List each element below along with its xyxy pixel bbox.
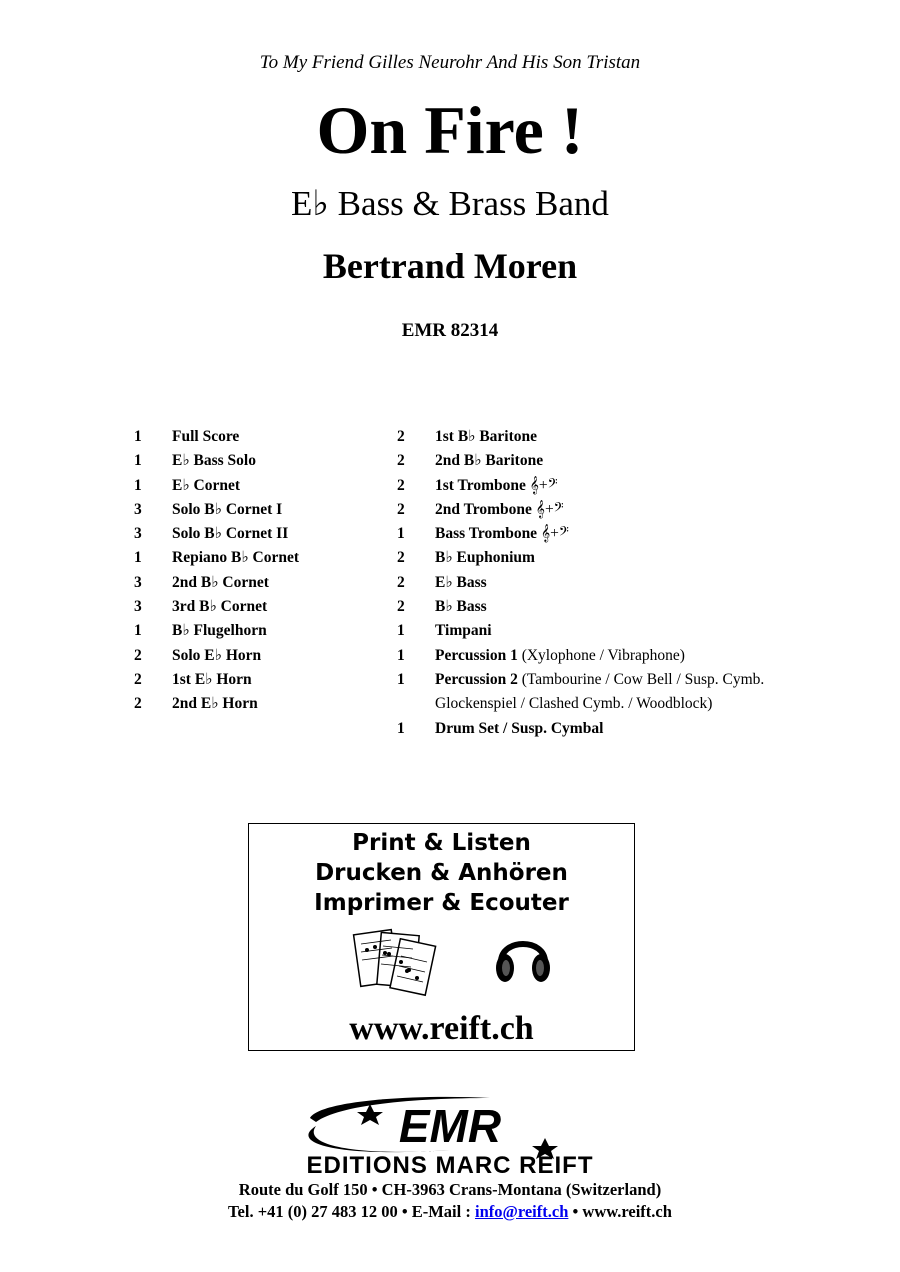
email-link[interactable]: info@reift.ch	[474, 1202, 569, 1221]
list-item	[397, 668, 857, 692]
part-quantity: 2	[397, 476, 405, 494]
promo-line-french: Imprimer & Ecouter	[314, 890, 569, 916]
list-item	[397, 546, 857, 570]
part-name: Solo B♭ Cornet II	[172, 525, 289, 543]
part-name: 3rd B♭ Cornet	[172, 598, 268, 616]
part-quantity: 3	[134, 598, 142, 616]
part-quantity: 2	[397, 598, 405, 616]
headphones-icon	[491, 924, 555, 988]
composer: Bertrand Moren	[322, 246, 578, 286]
promo-line-english: Print & Listen	[352, 830, 531, 856]
list-item	[134, 668, 384, 692]
list-item	[397, 474, 857, 498]
part-name-text: Bass Trombone	[435, 525, 538, 543]
telephone: Tel. +41 (0) 27 483 12 00 • E-Mail :	[228, 1202, 475, 1221]
part-name: Timpani	[435, 622, 492, 640]
part-name: E♭ Bass Solo	[172, 452, 256, 470]
part-name-text: 1st Trombone	[435, 476, 526, 494]
page-title: On Fire !	[316, 92, 584, 168]
catalog-number: EMR 82314	[401, 320, 499, 341]
part-quantity: 1	[397, 622, 405, 640]
part-name: E♭ Cornet	[172, 476, 241, 494]
logo-text: EMR	[398, 1100, 502, 1152]
list-item	[397, 717, 857, 741]
part-name	[435, 498, 564, 522]
part-quantity: 2	[397, 549, 405, 567]
part-name: 2nd B♭ Baritone	[435, 452, 544, 470]
contact-line	[0, 1202, 900, 1222]
part-name: 2nd B♭ Cornet	[172, 573, 269, 591]
part-quantity: 1	[134, 476, 142, 494]
part-quantity: 2	[134, 646, 142, 664]
clef-icon: 𝄞+𝄢	[529, 476, 558, 494]
part-quantity: 1	[134, 428, 142, 445]
print-listen-box	[248, 823, 635, 1051]
part-name	[435, 644, 685, 668]
website: • www.reift.ch	[568, 1202, 672, 1221]
part-name: B♭ Flugelhorn	[172, 622, 267, 640]
part-name: Repiano B♭ Cornet	[172, 549, 300, 567]
list-item	[134, 474, 384, 498]
part-name-text: Percussion 1	[435, 646, 518, 664]
part-name: 1st E♭ Horn	[172, 670, 252, 688]
part-quantity: 2	[134, 695, 142, 713]
list-item	[134, 449, 384, 473]
part-name-text: 2nd Trombone	[435, 500, 532, 518]
clef-icon: 𝄞+𝄢	[535, 500, 564, 518]
list-item	[397, 644, 857, 668]
part-quantity: 3	[134, 525, 142, 543]
part-quantity: 3	[134, 500, 142, 518]
list-item	[134, 619, 384, 643]
part-description: (Tambourine / Cow Bell / Susp. Cymb.	[521, 670, 765, 688]
list-item	[134, 644, 384, 668]
part-name	[435, 522, 569, 546]
part-name: 2nd E♭ Horn	[172, 695, 258, 713]
list-item	[134, 498, 384, 522]
part-name	[435, 668, 764, 692]
list-item	[397, 449, 857, 473]
publisher-name: EDITIONS MARC REIFT	[306, 1152, 594, 1179]
part-quantity: 2	[397, 428, 405, 445]
parts-list-left	[134, 425, 384, 717]
list-item	[134, 522, 384, 546]
parts-list-right	[397, 425, 857, 741]
part-quantity: 2	[397, 500, 405, 518]
list-item	[134, 546, 384, 570]
part-name: 1st B♭ Baritone	[435, 428, 538, 445]
list-item	[397, 619, 857, 643]
part-name: E♭ Bass	[435, 573, 487, 591]
part-name: Drum Set / Susp. Cymbal	[435, 719, 604, 737]
list-item	[134, 692, 384, 716]
sheet-music-icon	[349, 926, 439, 998]
list-item	[397, 498, 857, 522]
part-name: Solo B♭ Cornet I	[172, 500, 283, 518]
part-name: B♭ Euphonium	[435, 549, 535, 567]
list-item-continuation	[397, 692, 857, 716]
list-item	[134, 425, 384, 449]
list-item	[134, 571, 384, 595]
part-quantity: 1	[397, 719, 405, 737]
part-quantity: 1	[134, 622, 142, 640]
part-quantity: 1	[397, 646, 405, 664]
list-item	[397, 571, 857, 595]
dedication: To My Friend Gilles Neurohr And His Son Tristan	[259, 52, 641, 73]
part-quantity: 1	[134, 452, 142, 470]
part-description-line2: Glockenspiel / Clashed Cymb. / Woodblock)	[435, 695, 713, 713]
promo-line-german: Drucken & Anhören	[315, 860, 568, 886]
part-quantity: 1	[397, 525, 405, 543]
part-quantity: 1	[134, 549, 142, 567]
part-description: (Xylophone / Vibraphone)	[521, 646, 685, 664]
list-item	[397, 522, 857, 546]
part-quantity: 2	[397, 452, 405, 470]
list-item	[134, 595, 384, 619]
clef-icon: 𝄞+𝄢	[540, 525, 569, 543]
part-name-text: Percussion 2	[435, 670, 518, 688]
part-name: Solo E♭ Horn	[172, 646, 262, 664]
publisher-address: Route du Golf 150 • CH-3963 Crans-Montana (Switzerland)	[238, 1180, 662, 1199]
part-quantity: 2	[134, 670, 142, 688]
part-quantity: 3	[134, 573, 142, 591]
promo-website: www.reift.ch	[349, 1010, 534, 1047]
part-name: Full Score	[172, 428, 240, 445]
list-item	[397, 425, 857, 449]
part-quantity: 2	[397, 573, 405, 591]
part-name: B♭ Bass	[435, 598, 487, 616]
part-quantity: 1	[397, 670, 405, 688]
subtitle: E♭ Bass & Brass Band	[291, 184, 609, 223]
part-name	[435, 474, 558, 498]
list-item	[397, 595, 857, 619]
